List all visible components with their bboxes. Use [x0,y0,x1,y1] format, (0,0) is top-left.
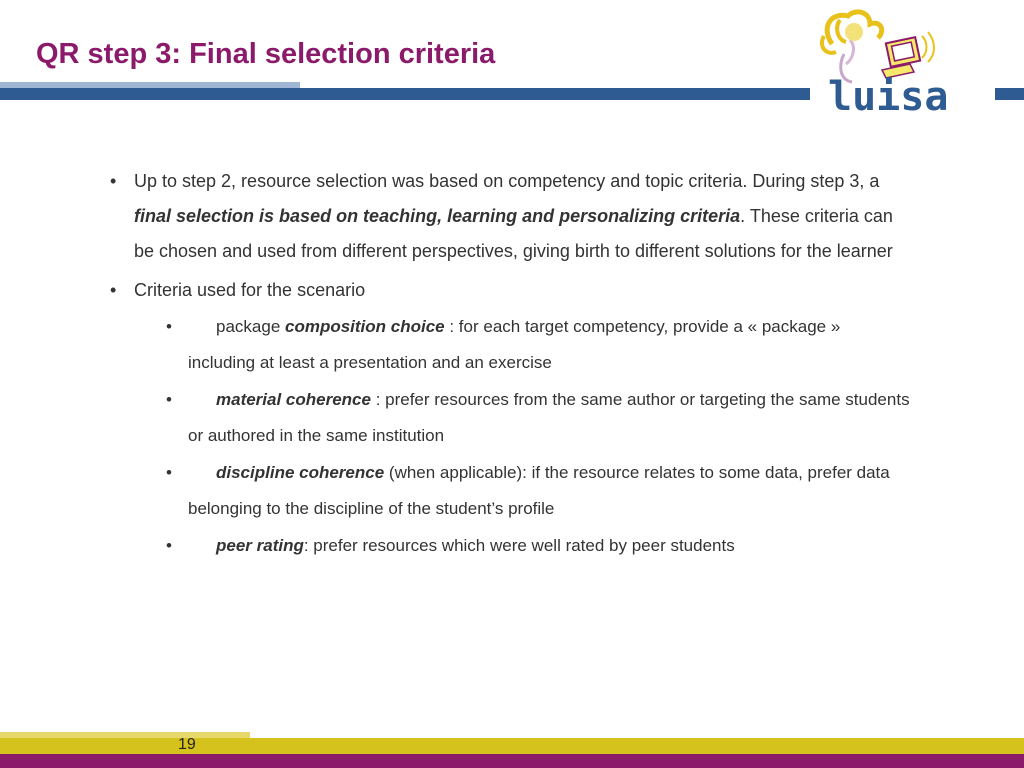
bullet-emphasis: final selection is based on teaching, learning and personalizing criteria [134,206,741,226]
bullet-text: Up to step 2, resource selection was based on competency and topic criteria. During step 3, a [134,171,880,191]
bullet-marker: • [110,280,117,300]
sub-bullet-emphasis: peer rating [216,536,304,555]
sub-bullet-emphasis: discipline coherence [216,463,385,482]
logo-text: luisa [828,74,949,118]
header-band [0,88,810,100]
sub-bullet-list [166,309,910,564]
sub-bullet-emphasis: composition choice [285,317,445,336]
slide-title: QR step 3: Final selection criteria [36,38,496,70]
bullet-marker: • [166,463,172,482]
sub-bullet-text: : for each target competency, provide a « package » including at least a presentation and an exercise [188,317,841,372]
bullet-text-continued: . These criteria can be chosen and used from different perspectives, giving birth to different solutions for the learner [134,206,893,261]
header-band-right [995,88,1024,100]
logo-figure-icon [822,12,882,82]
sub-bullet-text: : prefer resources from the same author or targeting the same students or authored in the same institution [188,390,910,445]
sub-bullet-item [166,455,910,527]
bullet-marker: • [166,317,172,336]
page-number: 19 [178,736,196,753]
footer-band-gold [0,738,1024,754]
sub-bullet-text: : prefer resources which were well rated by peer students [303,536,735,555]
footer-band-purple [0,754,1024,768]
slide-body [110,164,910,564]
bullet-marker: • [166,390,172,409]
sub-bullet-item [166,309,910,381]
luisa-logo [810,6,995,118]
sub-bullet-item [166,382,910,454]
sub-bullet-emphasis: material coherence [216,390,371,409]
sub-bullet-text: (when applicable): if the resource relates to some data, prefer data belonging to the discipline of the student’s profile [188,463,890,518]
computer-icon [882,32,934,78]
bullet-marker: • [166,536,172,555]
bullet-item [110,273,910,308]
bullet-text: Criteria used for the scenario [134,280,366,300]
bullet-item [110,164,910,269]
sub-bullet-item [166,528,910,564]
sub-bullet-prefix: package [216,317,285,336]
bullet-marker: • [110,171,117,191]
